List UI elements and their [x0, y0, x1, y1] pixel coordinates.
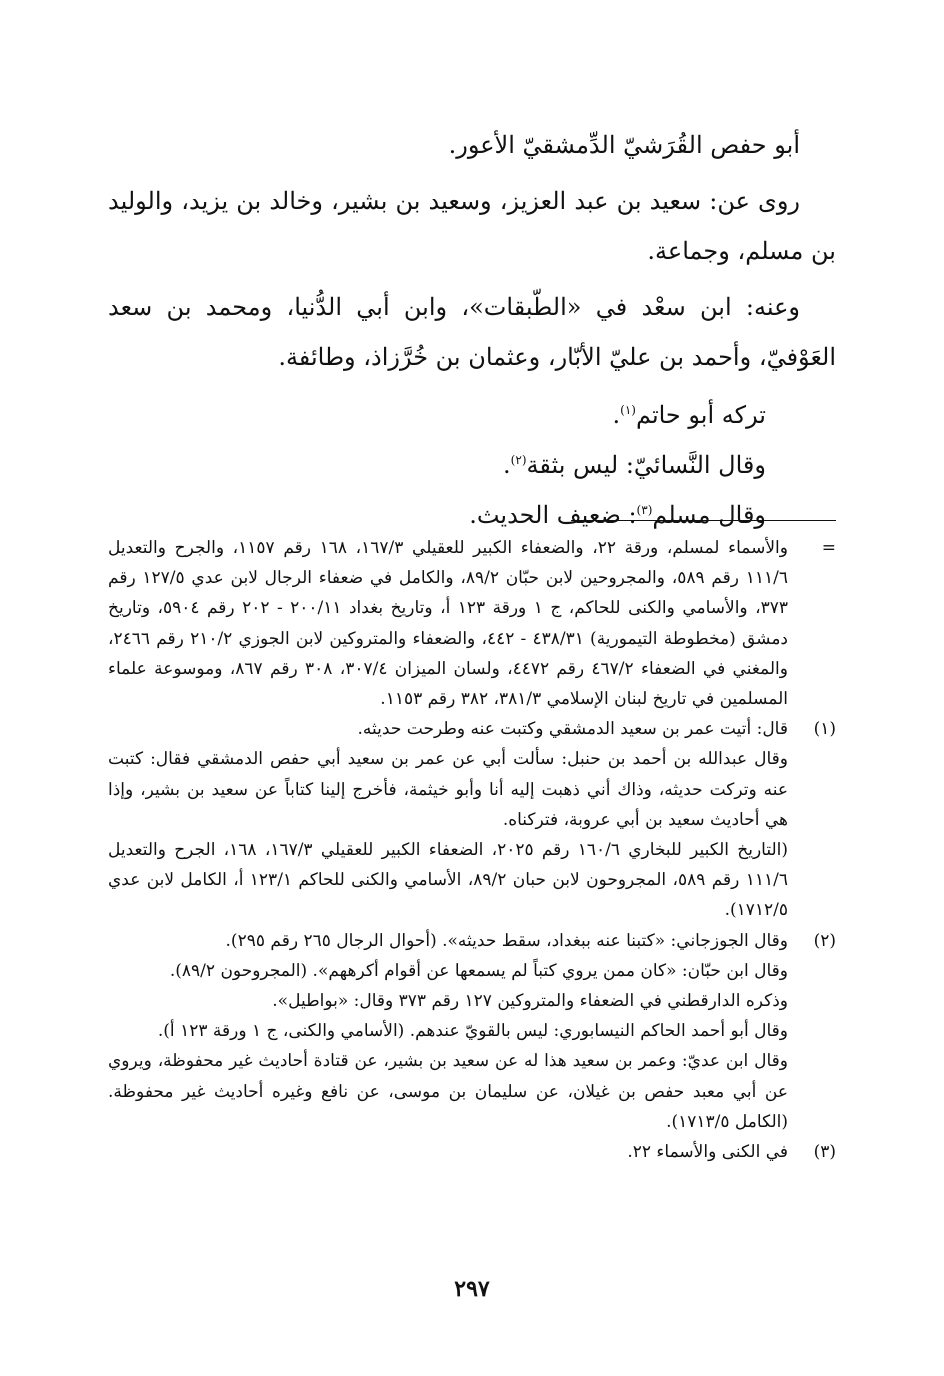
footnote-2-marker: (٢) — [813, 930, 836, 951]
muslim-text-b: : ضعيف الحديث. — [469, 501, 637, 529]
footnote-ref-2: (٢) — [510, 453, 527, 467]
footnote-1 — [108, 714, 836, 925]
tarakahu-line: تركه أبو حاتم$^{(١)}$. — [612, 401, 766, 429]
muslim-text-a: وقال مسلم — [652, 501, 766, 529]
nasai-line: وقال النَّسائيّ: ليس بثقة$^{(٢)}$. — [503, 451, 766, 479]
tarakahu-text: تركه أبو حاتم — [635, 401, 766, 429]
footnote-3-line-1: في الكنى والأسماء ٢٢. — [627, 1142, 788, 1163]
entry-heading-line: أبو حفص القُرَشيّ الدِّمشقيّ الأعور. — [448, 131, 800, 159]
footnote-1-line-3: (التاريخ الكبير للبخاري ١٦٠/٦ رقم ٢٠٢٥، الضعفاء الكبير للعقيلي ١٦٧/٣، ١٦٨، الجرح والتعديل ١١١/٦ رقم ٥٨٩، المجروحون لابن حبان ٨٩/٢، الأسامي والكنى للحاكم ١٢٣/١ أ، الكامل لابن عدي ١٧١٢/٥). — [108, 840, 789, 921]
continuation-marker: = — [821, 538, 836, 558]
footnote-continuation — [108, 533, 836, 714]
footnotes — [108, 533, 836, 1167]
footnote-2-line-1: وقال الجوزجاني: «كتبنا عنه ببغداد، سقط حديثه». (أحوال الرجال ٢٦٥ رقم ٢٩٥). — [225, 930, 788, 951]
main-text — [108, 120, 836, 540]
footnote-2-line-5: وقال ابن عديّ: وعمر بن سعيد هذا له عن سعيد بن بشير، عن قتادة أحاديث غير محفوظة، ويروي عن أبي معبد حفص بن غيلان، عن سليمان بن موسى، عن نافع وغيره أحاديث غير محفوظة. (الكامل ١٧١٣/٥). — [108, 1051, 788, 1132]
page-number: ٢٩٧ — [454, 1276, 490, 1302]
footnote-2-line-4: وقال أبو أحمد الحاكم النيسابوري: ليس بالقويّ عندهم. (الأسامي والكنى، ج ١ ورقة ١٢٣ أ). — [157, 1021, 788, 1042]
footnote-3-marker: (٣) — [813, 1142, 836, 1163]
nasai-text: وقال النَّسائيّ: ليس بثقة — [526, 451, 766, 479]
footnote-ref-3: (٣) — [636, 503, 653, 517]
riwaya-an-paragraph: روى عن: سعيد بن عبد العزيز، وسعيد بن بشير، وخالد بن يزيد، والوليد بن مسلم، وجماعة. — [108, 187, 836, 265]
footnote-ref-1: (١) — [620, 403, 636, 417]
footnote-1-marker: (١) — [813, 719, 836, 740]
wa-anhu-paragraph: وعنه: ابن سعْد في «الطّبقات»، وابن أبي الدُّنيا، ومحمد بن سعد العَوْفيّ، وأحمد بن عليّ الأبّار، وعثمان بن خُرَّزاذ، وطائفة. — [108, 293, 836, 371]
footnote-2-line-3: وذكره الدارقطني في الضعفاء والمتروكين ١٢٧ رقم ٣٧٣ وقال: «بواطيل». — [272, 991, 788, 1012]
footnote-continuation-text: والأسماء لمسلم، ورقة ٢٢، والضعفاء الكبير للعقيلي ١٦٧/٣، ١٦٨ رقم ١١٥٧، والجرح والتعديل ١١١/٦ رقم ٥٨٩، والمجروحين لابن حبّان ٨٩/٢، والكامل في ضعفاء الرجال لابن عدي ١٢٧/٥ رقم ٣٧٣، والأسامي والكنى للحاكم، ج ١ ورقة ١٢٣ أ، وتاريخ بغداد ٢٠٠/١١ - ٢٠٢ رقم ٥٩٠٤، وتاريخ دمشق (مخطوطة التيمورية) ٤٣٨/٣١ - ٤٤٢، والضعفاء والمتروكين لابن الجوزي ٢١٠/٢ رقم ٢٤٦٦، والمغني في الضعفاء ٤٦٧/٢ رقم ٤٤٧٢، ولسان الميزان ٣٠٧/٤، ٣٠٨ رقم ٨٦٧، وموسوعة علماء المسلمين في تاريخ لبنان الإسلامي ٣٨١/٣، ٣٨٢ رقم ١١٥٣. — [108, 538, 789, 710]
footnote-2-line-2: وقال ابن حبّان: «كان ممن يروي كتباً لم يسمعها عن أقوام أكرههم». (المجروحون ٨٩/٢). — [169, 960, 788, 981]
footnote-1-line-1: قال: أتيت عمر بن سعيد الدمشقي وكتبت عنه وطرحت حديثه. — [357, 719, 788, 740]
footnote-2 — [108, 926, 836, 1137]
footnote-1-line-2: وقال عبدالله بن أحمد بن حنبل: سألت أبي عن عمر بن سعيد أبي حفص الدمشقي فقال: كتبت عنه وتركت حديثه، وذاك أني ذهبت إليه أنا وأبو خيثمة، فأخرج إلينا كتاباً عن سعيد بن بشير، وإذا هي أحاديث سعيد بن أبي عروبة، فتركناه. — [108, 749, 788, 830]
footnote-3 — [108, 1137, 836, 1167]
footnote-separator — [571, 520, 836, 521]
